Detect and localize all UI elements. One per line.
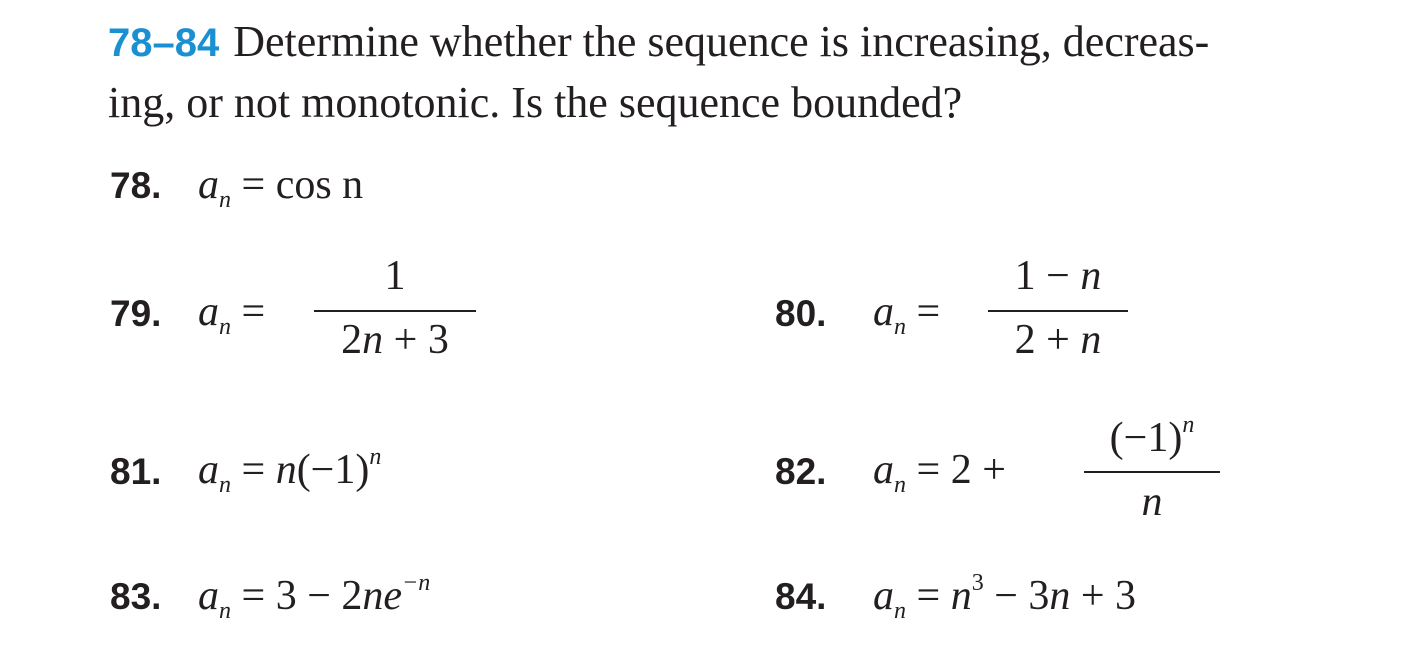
problem-78-expression: $a_n = \cos n$ — [198, 162, 364, 213]
problem-number-80: 80. — [775, 293, 827, 334]
problem-number-83: 83. — [110, 576, 162, 617]
instructions-line-2: ing, or not monotonic. Is the sequence bounded? — [108, 78, 963, 127]
problem-80-lhs: $a_n$ = — [873, 289, 941, 340]
fraction-bar — [1084, 471, 1220, 473]
instructions-line-1: Determine whether the sequence is increasing, decreas- — [233, 17, 1210, 66]
problem-82-lhs: $a_n = 2$ + — [873, 447, 1006, 498]
problem-number-81: 81. — [110, 451, 162, 492]
fraction-bar — [988, 310, 1128, 312]
problem-79-lhs: $a_n$ = — [198, 289, 266, 340]
fraction-numerator: $(-1)^n$ — [1109, 412, 1195, 461]
problem-number-84: 84. — [775, 576, 827, 617]
fraction-denominator: 2 + n — [1014, 317, 1102, 363]
problem-83-expression: $a_n = 3 - 2ne^{-n}$ — [198, 570, 431, 624]
fraction-bar — [314, 310, 476, 312]
exercise-instructions — [108, 12, 1378, 132]
problem-number-78: 78. — [110, 165, 162, 206]
exercise-range: 78–84 — [108, 21, 220, 65]
fraction-numerator: 1 − n — [1014, 253, 1102, 299]
problem-80-fraction — [988, 252, 1128, 370]
problem-84-expression: $a_n = n^3 - 3n + 3$ — [873, 570, 1137, 624]
problem-82-fraction — [1084, 412, 1220, 532]
problem-79-fraction — [314, 252, 476, 370]
fraction-denominator: n — [1141, 479, 1163, 525]
fraction-denominator: 2n + 3 — [341, 317, 449, 363]
problem-number-82: 82. — [775, 451, 827, 492]
problem-81-expression: $a_n = n(-1)^n$ — [198, 444, 382, 498]
fraction-numerator: 1 — [384, 253, 406, 299]
problem-number-79: 79. — [110, 293, 162, 334]
